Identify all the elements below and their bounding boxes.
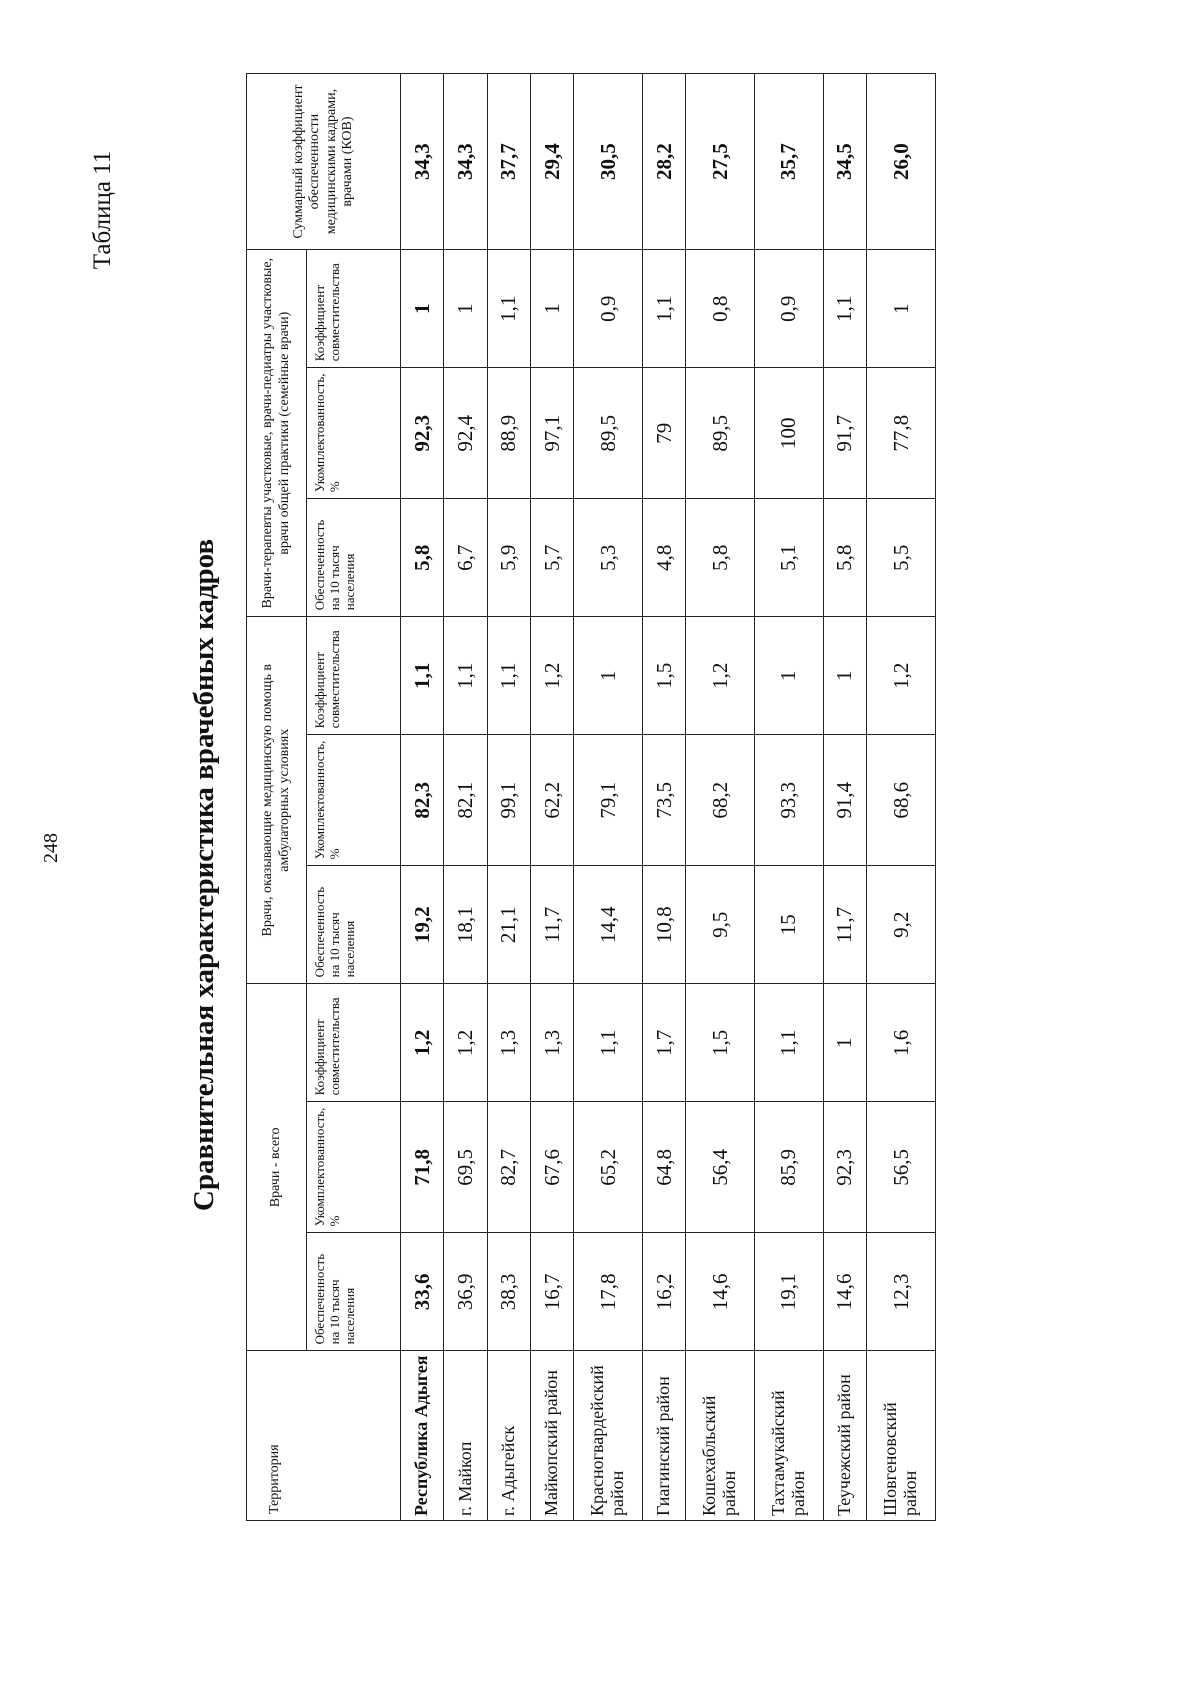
table-row [530,74,573,1521]
value-cell: 1,1 [487,250,530,368]
value-cell: 5,8 [823,499,866,617]
value-cell: 1 [530,250,573,368]
table-row [574,74,643,1521]
territory-cell: Шовгеновский район [867,1351,936,1521]
territory-cell: Красногвардейский район [574,1351,643,1521]
table-row [444,74,487,1521]
value-cell: 38,3 [487,1233,530,1351]
table-row [487,74,530,1521]
value-cell: 16,2 [643,1233,686,1351]
summary-coefficient-cell: 26,0 [867,74,936,250]
value-cell: 97,1 [530,368,573,499]
value-cell: 82,1 [444,735,487,866]
value-cell: 82,3 [401,735,444,866]
value-cell: 5,7 [530,499,573,617]
subheader-staffing: Укомплектованность, % [307,1102,401,1233]
value-cell: 92,3 [401,368,444,499]
group-header-all-doctors: Врачи - всего [247,984,307,1351]
summary-coefficient-cell: 34,3 [444,74,487,250]
table-row [401,74,444,1521]
table-row [686,74,755,1521]
value-cell: 62,2 [530,735,573,866]
subheader-provision: Обеспеченность на 10 тысяч населения [307,499,401,617]
value-cell: 77,8 [867,368,936,499]
value-cell: 5,3 [574,499,643,617]
value-cell: 12,3 [867,1233,936,1351]
territory-cell: г. Адыгейск [487,1351,530,1521]
value-cell: 5,1 [755,499,824,617]
value-cell: 1 [401,250,444,368]
summary-coefficient-header: Суммарный коэффициент обеспеченности медицинскими кадрами, врачами (КОВ) [247,74,401,250]
value-cell: 4,8 [643,499,686,617]
value-cell: 69,5 [444,1102,487,1233]
value-cell: 5,5 [867,499,936,617]
value-cell: 1,5 [686,984,755,1102]
staff-comparison-table [246,73,936,1521]
value-cell: 5,8 [686,499,755,617]
value-cell: 19,2 [401,866,444,984]
value-cell: 1,1 [401,617,444,735]
value-cell: 1 [574,617,643,735]
territory-cell: Республика Адыгея [401,1351,444,1521]
value-cell: 65,2 [574,1102,643,1233]
value-cell: 85,9 [755,1102,824,1233]
subheader-combination: Коэффициент совместительства [307,250,401,368]
value-cell: 1 [867,250,936,368]
value-cell: 21,1 [487,866,530,984]
value-cell: 5,9 [487,499,530,617]
value-cell: 92,4 [444,368,487,499]
value-cell: 9,5 [686,866,755,984]
value-cell: 1,2 [867,617,936,735]
summary-coefficient-cell: 34,5 [823,74,866,250]
value-cell: 11,7 [530,866,573,984]
value-cell: 14,4 [574,866,643,984]
value-cell: 1,3 [487,984,530,1102]
value-cell: 10,8 [643,866,686,984]
territory-cell: Гиагинский район [643,1351,686,1521]
summary-coefficient-cell: 30,5 [574,74,643,250]
subheader-provision: Обеспеченность на 10 тысяч населения [307,866,401,984]
value-cell: 71,8 [401,1102,444,1233]
value-cell: 89,5 [574,368,643,499]
subheader-staffing: Укомплектованность, % [307,368,401,499]
value-cell: 0,9 [574,250,643,368]
value-cell: 56,4 [686,1102,755,1233]
value-cell: 100 [755,368,824,499]
value-cell: 1 [755,617,824,735]
group-header-district-doctors: Врачи-терапевты участковые, врачи-педиатры участковые, врачи общей практики (семейные врачи) [247,250,307,617]
subheader-provision: Обеспеченность на 10 тысяч населения [307,1233,401,1351]
value-cell: 91,7 [823,368,866,499]
value-cell: 88,9 [487,368,530,499]
summary-coefficient-cell: 35,7 [755,74,824,250]
value-cell: 1,2 [444,984,487,1102]
value-cell: 68,2 [686,735,755,866]
value-cell: 14,6 [823,1233,866,1351]
summary-coefficient-cell: 27,5 [686,74,755,250]
value-cell: 1,5 [643,617,686,735]
value-cell: 14,6 [686,1233,755,1351]
territory-cell: г. Майкоп [444,1351,487,1521]
summary-coefficient-cell: 29,4 [530,74,573,250]
value-cell: 36,9 [444,1233,487,1351]
value-cell: 99,1 [487,735,530,866]
group-header-outpatient-doctors: Врачи, оказывающие медицинскую помощь в амбулаторных условиях [247,617,307,984]
subheader-combination: Коэффициент совместительства [307,984,401,1102]
summary-coefficient-cell: 37,7 [487,74,530,250]
value-cell: 11,7 [823,866,866,984]
value-cell: 56,5 [867,1102,936,1233]
value-cell: 73,5 [643,735,686,866]
value-cell: 6,7 [444,499,487,617]
value-cell: 82,7 [487,1102,530,1233]
value-cell: 1,1 [643,250,686,368]
value-cell: 67,6 [530,1102,573,1233]
value-cell: 92,3 [823,1102,866,1233]
value-cell: 1,2 [686,617,755,735]
territory-cell: Кошехабльский район [686,1351,755,1521]
value-cell: 89,5 [686,368,755,499]
page-title: Сравнительная характеристика врачебных кадров [188,538,220,1212]
value-cell: 1,3 [530,984,573,1102]
rotated-table-container [246,73,936,1521]
summary-coefficient-cell: 34,3 [401,74,444,250]
value-cell: 0,9 [755,250,824,368]
value-cell: 68,6 [867,735,936,866]
value-cell: 1,1 [823,250,866,368]
territory-cell: Теучежский район [823,1351,866,1521]
value-cell: 1,1 [755,984,824,1102]
value-cell: 1,1 [444,617,487,735]
table-row [867,74,936,1521]
value-cell: 1,7 [643,984,686,1102]
value-cell: 1,2 [401,984,444,1102]
table-number: Таблица 11 [89,150,116,270]
value-cell: 9,2 [867,866,936,984]
value-cell: 1 [823,984,866,1102]
value-cell: 1,1 [574,984,643,1102]
page-number: 248 [40,833,62,863]
value-cell: 91,4 [823,735,866,866]
table-header [247,74,401,1521]
value-cell: 0,8 [686,250,755,368]
value-cell: 19,1 [755,1233,824,1351]
table-row [823,74,866,1521]
value-cell: 33,6 [401,1233,444,1351]
subheader-staffing: Укомплектованность, % [307,735,401,866]
value-cell: 79 [643,368,686,499]
subheader-combination: Коэффициент совместительства [307,617,401,735]
value-cell: 79,1 [574,735,643,866]
territory-header: Территория [247,1351,401,1521]
value-cell: 15 [755,866,824,984]
summary-coefficient-cell: 28,2 [643,74,686,250]
value-cell: 1 [823,617,866,735]
value-cell: 1,1 [487,617,530,735]
value-cell: 18,1 [444,866,487,984]
table-row [755,74,824,1521]
value-cell: 16,7 [530,1233,573,1351]
value-cell: 17,8 [574,1233,643,1351]
value-cell: 1,2 [530,617,573,735]
value-cell: 5,8 [401,499,444,617]
table-row [643,74,686,1521]
territory-cell: Тахтамукайский район [755,1351,824,1521]
table-body [401,74,936,1521]
value-cell: 1,6 [867,984,936,1102]
value-cell: 93,3 [755,735,824,866]
territory-cell: Майкопский район [530,1351,573,1521]
value-cell: 64,8 [643,1102,686,1233]
value-cell: 1 [444,250,487,368]
